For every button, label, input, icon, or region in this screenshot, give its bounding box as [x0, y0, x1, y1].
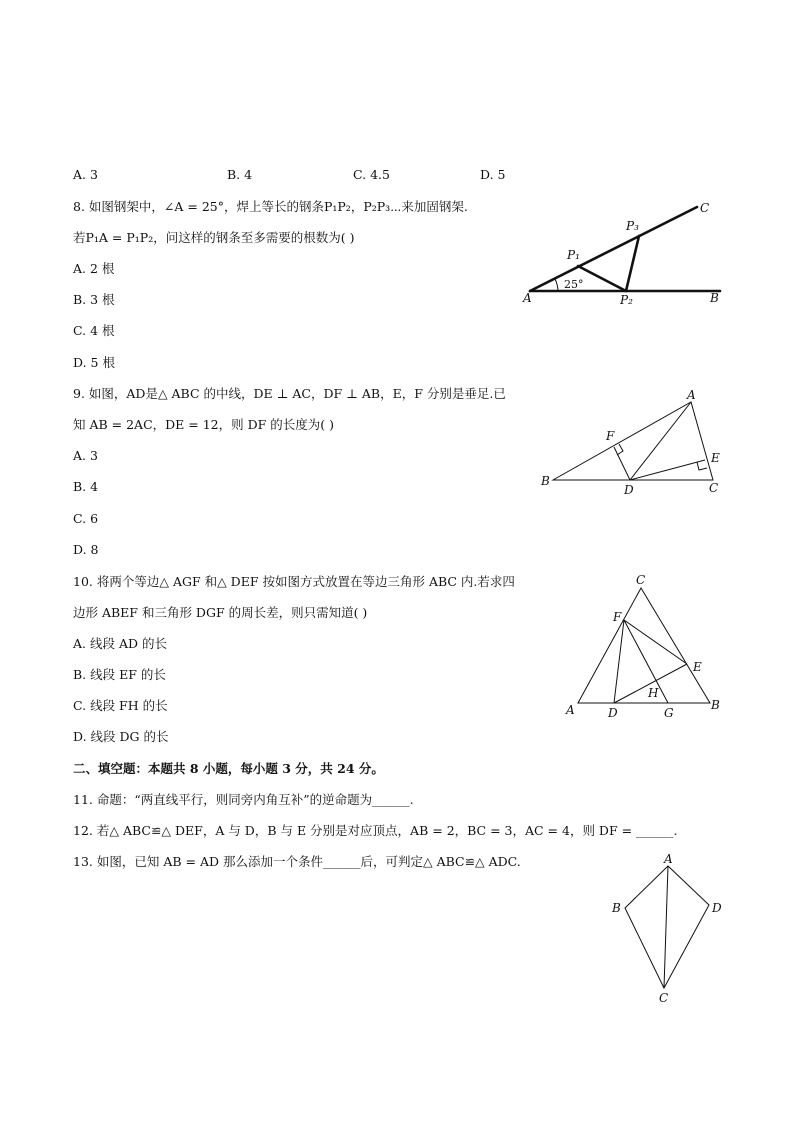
q8-label-c: C — [700, 201, 710, 215]
q8-angle-arc — [555, 279, 558, 291]
q10-stem-line1: 10. 将两个等边△ AGF 和△ DEF 按如图方式放置在等边三角形 ABC 内.若求四 — [73, 574, 515, 589]
q10-label-b: B — [711, 698, 720, 712]
q9-label-f: F — [606, 429, 615, 443]
q8-stem-line2: 若P₁A = P₁P₂，问这样的钢条至多需要的根数为( ) — [73, 230, 355, 245]
q8-stem-line1: 8. 如图钢架中，∠A = 25°，焊上等长的钢条P₁P₂，P₂P₃⋯来加固钢架. — [73, 199, 468, 214]
q8-angle-label: 25° — [564, 278, 584, 291]
q9-option-d: D. 8 — [73, 542, 99, 557]
q9-stem-line2: 知 AB = 2AC，DE = 12，则 DF 的长度为( ) — [73, 417, 334, 432]
q10-label-c: C — [636, 573, 646, 587]
q10-option-a: A. 线段 AD 的长 — [73, 636, 167, 651]
q7-option-d: D. 5 — [480, 167, 506, 182]
q8-label-p2: P₂ — [620, 293, 633, 307]
q10-option-b: B. 线段 EF 的长 — [73, 667, 166, 682]
q9-stem-line1: 9. 如图，AD是△ ABC 的中线，DE ⊥ AC，DF ⊥ AB，E，F 分别是垂足.已 — [73, 386, 506, 401]
q8-option-c: C. 4 根 — [73, 323, 115, 338]
q8-bar-p2p3 — [626, 236, 639, 291]
q10-segment-fg — [624, 620, 668, 703]
q9-option-c: C. 6 — [73, 511, 99, 526]
q8-option-a: A. 2 根 — [73, 261, 115, 276]
q9-label-a: A — [687, 388, 696, 402]
q8-label-p3: P₃ — [626, 219, 639, 233]
q9-perp-de — [630, 460, 705, 480]
q8-label-p1: P₁ — [567, 248, 580, 262]
q13-label-a: A — [664, 852, 673, 866]
q10-option-c: C. 线段 FH 的长 — [73, 698, 168, 713]
q7-option-c: C. 4.5 — [353, 167, 390, 182]
q10-segment-de — [614, 664, 687, 703]
q10-segment-fe — [624, 620, 687, 664]
q9-triangle-abc — [553, 402, 713, 480]
q9-label-d: D — [624, 483, 634, 497]
q7-option-a: A. 3 — [73, 167, 98, 182]
section2-heading: 二、填空题：本题共 8 小题，每小题 3 分，共 24 分。 — [73, 761, 384, 776]
q13-label-c: C — [659, 991, 669, 1005]
q10-label-d: D — [608, 706, 618, 720]
q8-bar-p1p2 — [578, 266, 626, 291]
q13-diagonal-ac — [664, 866, 668, 988]
q10-stem-line2: 边形 ABEF 和三角形 DGF 的周长差，则只需知道( ) — [73, 605, 368, 620]
q9-median-ad — [630, 402, 691, 480]
q9-right-angle-f — [617, 444, 623, 455]
q9-label-c: C — [709, 481, 719, 495]
q8-option-d: D. 5 根 — [73, 355, 115, 370]
q9-option-a: A. 3 — [73, 448, 98, 463]
q10-label-e: E — [693, 660, 702, 674]
q13-text: 13. 如图，已知 AB = AD 那么添加一个条件______后，可判定△ ABC≌△ ADC. — [73, 854, 521, 869]
q13-label-d: D — [712, 901, 722, 915]
q13-label-b: B — [612, 901, 621, 915]
q10-label-h: H — [648, 686, 659, 700]
q9-label-e: E — [711, 451, 720, 465]
q10-label-f: F — [613, 610, 622, 624]
q7-option-b: B. 4 — [227, 167, 253, 182]
q8-label-b: B — [710, 291, 719, 305]
q8-option-b: B. 3 根 — [73, 292, 115, 307]
q12-text: 12. 若△ ABC≌△ DEF，A 与 D，B 与 E 分别是对应顶点，AB = 2，BC = 3，AC = 4，则 DF = ______. — [73, 823, 678, 838]
q9-option-b: B. 4 — [73, 479, 99, 494]
q10-label-g: G — [664, 706, 674, 720]
q13-quadrilateral-abcd — [625, 866, 709, 988]
q8-ray-ac — [530, 207, 697, 291]
q11-text: 11. 命题：“两直线平行，则同旁内角互补”的逆命题为______. — [73, 792, 414, 807]
q8-label-a: A — [523, 291, 532, 305]
q9-label-b: B — [541, 474, 550, 488]
q10-label-a: A — [566, 703, 575, 717]
q10-triangle-abc — [578, 588, 710, 703]
q9-perp-df — [614, 447, 630, 480]
q10-option-d: D. 线段 DG 的长 — [73, 729, 169, 744]
q10-segment-fd — [614, 620, 624, 703]
q9-right-angle-e — [697, 462, 707, 470]
